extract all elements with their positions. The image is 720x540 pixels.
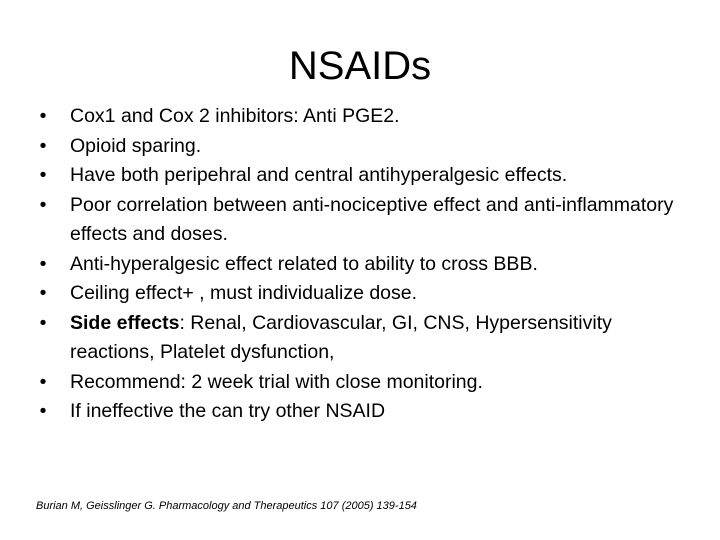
bullet-item — [36, 397, 676, 427]
bullet-item — [36, 250, 676, 280]
bullet-text: Ceiling effect+ , must individualize dose. — [70, 282, 418, 304]
citation: Burian M, Geisslinger G. Pharmacology and Therapeutics 107 (2005) 139-154 — [36, 500, 417, 512]
bullet-item — [36, 132, 676, 162]
bullet-icon: • — [39, 134, 47, 157]
bullet-item — [36, 161, 676, 191]
bullet-list — [36, 102, 676, 427]
bullet-icon: • — [39, 164, 47, 186]
bullet-text: Opioid sparing. — [70, 134, 202, 157]
bullet-item — [36, 102, 676, 132]
bullet-icon: • — [39, 370, 47, 393]
bullet-icon: • — [39, 252, 47, 275]
bullet-item — [36, 279, 676, 309]
bullet-icon: • — [39, 282, 47, 304]
bullet-icon: • — [39, 193, 47, 216]
bullet-label: Side effects — [70, 311, 180, 334]
bullet-icon: • — [39, 311, 47, 334]
bullet-text: Recommend: 2 week trial with close monitoring. — [70, 370, 483, 393]
bullet-text: Anti-hyperalgesic effect related to ability to cross BBB. — [70, 252, 538, 275]
bullet-text: Poor correlation between anti-nociceptive effect and anti-inflammatory effects and doses. — [70, 193, 674, 245]
bullet-item — [36, 368, 676, 398]
slide-title: NSAIDs — [288, 44, 432, 88]
bullet-text: Have both peripehral and central antihyperalgesic effects. — [70, 164, 568, 186]
bullet-item — [36, 309, 676, 368]
bullet-icon: • — [39, 400, 47, 422]
bullet-text: Cox1 and Cox 2 inhibitors: Anti PGE2. — [70, 105, 400, 127]
bullet-item — [36, 191, 676, 250]
bullet-text: If ineffective the can try other NSAID — [70, 400, 386, 422]
bullet-icon: • — [39, 105, 47, 127]
bullet-text: : Renal, Cardiovascular, GI, CNS, Hypersensitivity reactions, Platelet dysfunction, — [70, 311, 612, 363]
